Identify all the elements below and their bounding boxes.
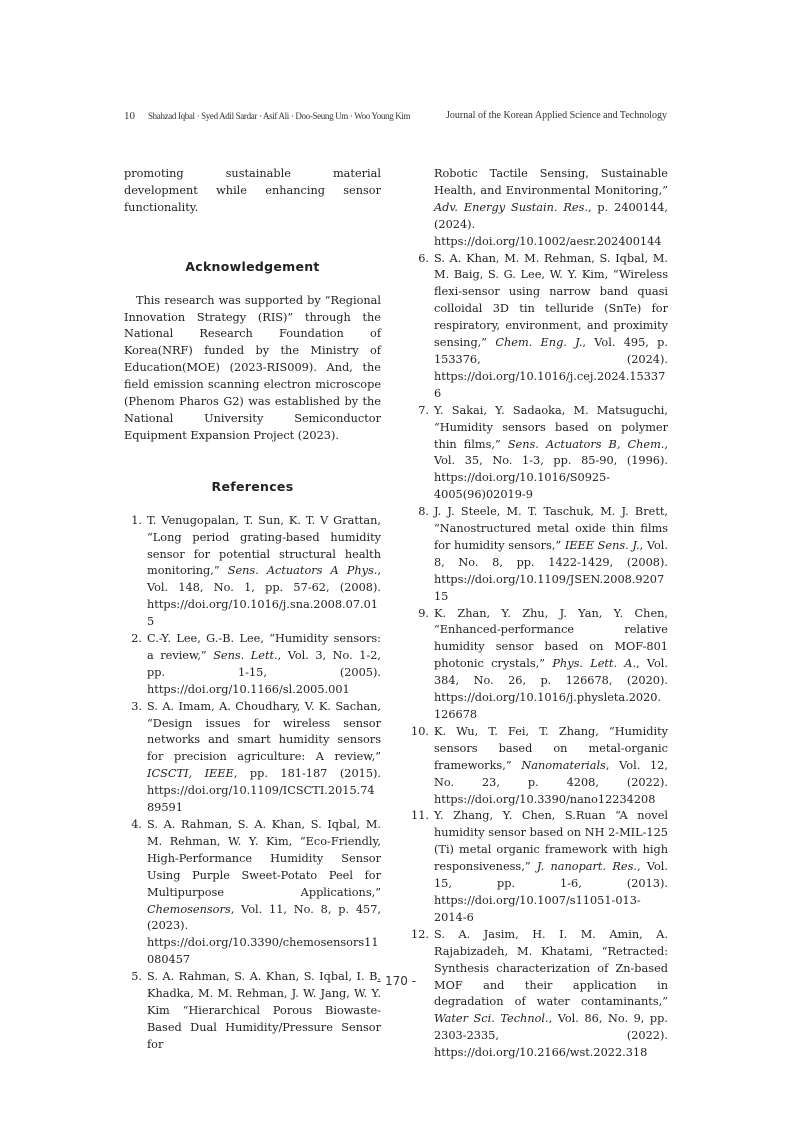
reference-item	[124, 699, 381, 817]
reference-journal: Chem. Eng. J.	[495, 336, 583, 350]
intro-paragraph-tail: promoting sustainable material development while enhancing sensor functionality.	[124, 167, 381, 214]
reference-number: 6.	[418, 251, 429, 265]
reference-item	[411, 251, 668, 403]
reference-text: S. A. Jasim, H. I. M. Amin, A. Rajabizadeh, M. Khatami, “Retracted: Synthesis characterization of Zn-based MOF and their application in degradation of water contaminants,”	[434, 927, 668, 1009]
reference-journal: Nanomaterials	[521, 758, 606, 772]
reference-journal: IEEE Sens. J.	[564, 538, 640, 552]
reference-item	[411, 403, 668, 504]
reference-number: 9.	[418, 606, 429, 620]
reference-text: J. J. Steele, M. T. Taschuk, M. J. Brett, “Nanostructured metal oxide thin films for humidity sensors,”	[434, 505, 668, 552]
header-authors: Shahzad Iqbal · Syed Adil Sardar · Asif Ali · Doo-Seung Um · Woo Young Kim	[148, 111, 411, 121]
reference-text: T. Venugopalan, T. Sun, K. T. V Grattan, “Long period grating-based humidity sensor for potential structural health monitoring,”	[147, 513, 381, 578]
reference-text: Y. Sakai, Y. Sadaoka, M. Matsuguchi, “Humidity sensors based on polymer thin films,”	[434, 403, 668, 451]
reference-number: 1.	[131, 513, 142, 527]
reference-details: , Vol. 495, p. 153376, (2024). https://doi.org/10.1016/j.cej.2024.153376	[434, 336, 668, 400]
reference-number: 2.	[131, 632, 142, 646]
reference-details: , pp. 181-187 (2015). https://doi.org/10.1109/ICSCTI.2015.7489591	[147, 767, 382, 815]
reference-number: 11.	[411, 809, 429, 823]
reference-journal: Chemosensors	[147, 902, 231, 916]
header-journal-title: Journal of the Korean Applied Science and Technology	[446, 110, 667, 121]
reference-item	[411, 606, 668, 724]
header-page-number: 10	[124, 110, 135, 122]
reference-number: 10.	[411, 724, 429, 738]
reference-details: , Vol. 384, No. 26, p. 126678, (2020). https://doi.org/10.1016/j.physleta.2020.126678	[434, 657, 669, 721]
reference-text: K. Wu, T. Fei, T. Zhang, “Humidity sensors based on metal-organic frameworks,”	[434, 724, 668, 772]
reference-details: , Vol. 11, No. 8, p. 457, (2023). https://doi.org/10.3390/chemosensors11080457	[147, 902, 381, 967]
reference-details: , Vol. 15, pp. 1-6, (2013). https://doi.org/10.1007/s11051-013-2014-6	[434, 860, 669, 924]
running-header	[124, 110, 667, 126]
acknowledgement-text: This research was supported by “Regional Innovation Strategy (RIS)” through the National Research Foundation of Korea(NRF) funded by the Ministry of Education(MOE) (2023-RIS009). And, the field emission scanning electron microscope (Phenom Pharos G2) was established by the National University Semiconductor Equipment Expansion Project (2023).	[124, 293, 381, 442]
reference-details: , Vol. 8, No. 8, pp. 1422-1429, (2008). https://doi.org/10.1109/JSEN.2008.920715	[434, 538, 668, 603]
left-column	[124, 166, 381, 1054]
reference-item	[124, 631, 381, 699]
reference-journal: Phys. Lett. A.	[552, 657, 637, 671]
reference-text: S. A. Rahman, S. A. Khan, S. Iqbal, I. B. Khadka, M. M. Rehman, J. W. Jang, W. Y. Kim “Hierarchical Porous Biowaste-Based Dual Humidity/Pressure Sensor for	[147, 970, 381, 1051]
reference-number: 5.	[131, 970, 142, 984]
reference-text: Robotic Tactile Sensing, Sustainable Health, and Environmental Monitoring,”	[434, 167, 668, 197]
reference-text: C.-Y. Lee, G.-B. Lee, “Humidity sensors: a review,”	[147, 632, 381, 662]
reference-item	[411, 504, 668, 605]
reference-journal: J. nanopart. Res.	[536, 860, 637, 874]
references-heading: References	[211, 478, 294, 494]
reference-item	[124, 513, 381, 631]
acknowledgement-heading: Acknowledgement	[185, 258, 320, 274]
reference-journal: Water Sci. Technol.	[434, 1012, 549, 1026]
reference-number: 3.	[131, 699, 142, 713]
reference-details: , Vol. 12, No. 23, p. 4208, (2022). https://doi.org/10.3390/nano12234208	[434, 758, 668, 806]
reference-number: 8.	[418, 505, 429, 519]
reference-details: , p. 2400144, (2024). https://doi.org/10.1002/aesr.202400144	[434, 200, 668, 248]
reference-text: K. Zhan, Y. Zhu, J. Yan, Y. Chen, “Enhanced-performance relative humidity sensor based on MOF-801 photonic crystals,”	[434, 606, 668, 671]
reference-journal: Sens. Actuators B, Chem.	[507, 437, 665, 451]
reference-journal: Adv. Energy Sustain. Res.	[434, 200, 588, 214]
reference-number: 12.	[411, 927, 429, 941]
reference-journal: Sens. Actuators A Phys.	[227, 564, 378, 578]
reference-item-continued	[411, 166, 668, 251]
reference-details: , Vol. 148, No. 1, pp. 57-62, (2008). https://doi.org/10.1016/j.sna.2008.07.015	[147, 564, 381, 629]
reference-details: , Vol. 86, No. 9, pp. 2303-2335, (2022). https://doi.org/10.2166/wst.2022.318	[434, 1012, 668, 1060]
reference-item	[124, 817, 381, 969]
reference-item	[411, 927, 668, 1062]
reference-number: 4.	[131, 818, 142, 831]
reference-journal: Sens. Lett.	[213, 648, 278, 662]
reference-item	[411, 724, 668, 809]
reference-journal: ICSCTI, IEEE	[147, 767, 234, 781]
reference-number: 7.	[418, 403, 429, 417]
reference-text: S. A. Rahman, S. A. Khan, S. Iqbal, M. M. Rehman, W. Y. Kim, “Eco-Friendly, High-Performance Humidity Sensor Using Purple Sweet-Potato Peel for Multipurpose Applications,”	[147, 818, 381, 899]
reference-details: , Vol. 35, No. 1-3, pp. 85-90, (1996). https://doi.org/10.1016/S0925-4005(96)02019-9	[434, 437, 668, 502]
reference-text: S. A. Imam, A. Choudhary, V. K. Sachan, “Design issues for wireless sensor networks and smart humidity sensors for precision agriculture: A review,”	[147, 699, 381, 764]
reference-text: Y. Zhang, Y. Chen, S.Ruan “A novel humidity sensor based on NH 2-MIL-125 (Ti) metal organic framework with high responsiveness,”	[434, 809, 668, 874]
reference-text: S. A. Khan, M. M. Rehman, S. Iqbal, M. M. Baig, S. G. Lee, W. Y. Kim, “Wireless flexi-sensor using narrow band quasi colloidal 3D tin telluride (SnTe) for respiratory, environment, and proximity sensing,”	[434, 251, 668, 350]
right-column	[411, 166, 668, 1062]
reference-item	[411, 808, 668, 926]
reference-details: , Vol. 3, No. 1-2, pp. 1-15, (2005). https://doi.org/10.1166/sl.2005.001	[147, 648, 381, 696]
page-footer: - 170 -	[376, 974, 417, 988]
